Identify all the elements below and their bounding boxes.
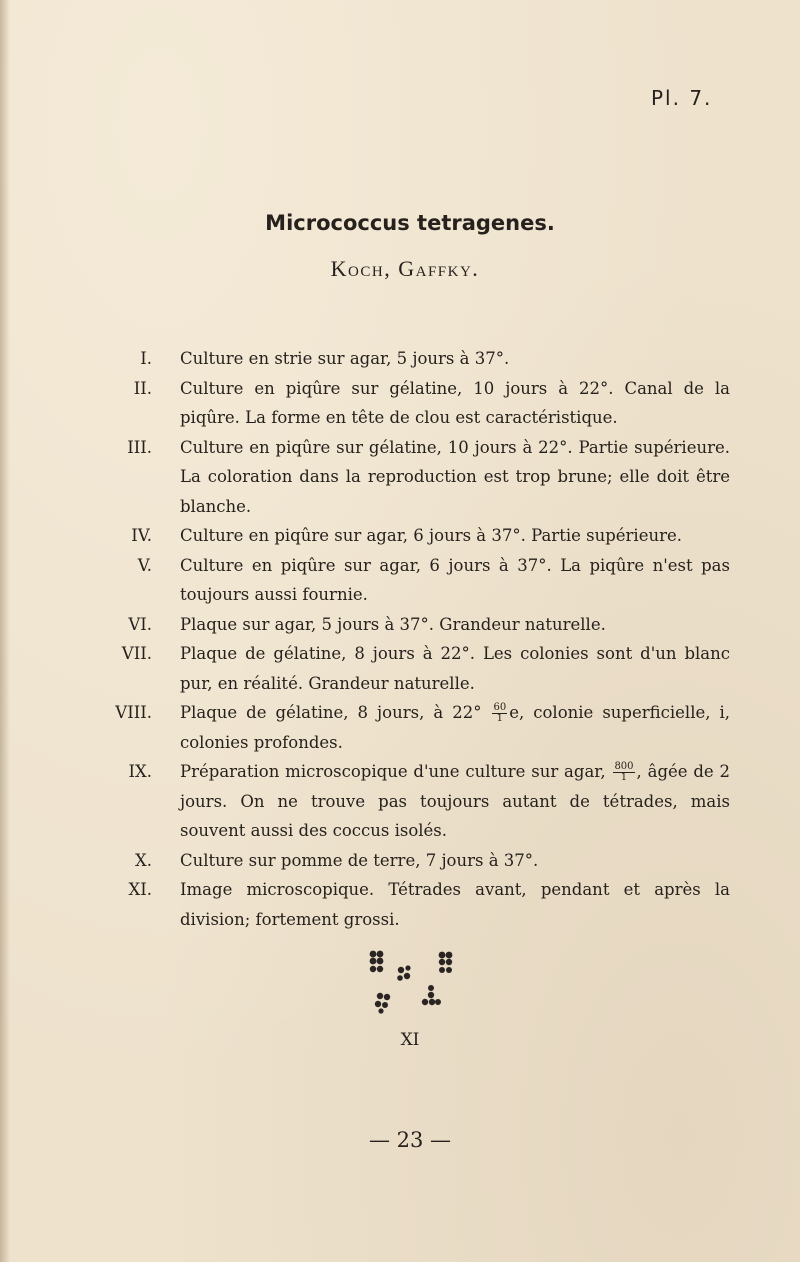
item-text-end: e, colonie superficielle, i, colonies profondes. [180,703,731,752]
item-number: V. [137,555,152,575]
item-text-start: Plaque de gélatine, 8 jours, à 22° [180,703,482,722]
tetrad-cocci-illustration [358,948,468,1018]
authors: Koch, Gaffky. [330,256,480,281]
list-item [100,698,730,757]
page-edge-shadow [0,0,10,1262]
item-number: IV. [131,526,152,545]
page-title: Micrococcus tetragenes. [265,211,555,235]
item-text: Culture en piqûre sur agar, 6 jours à 37°. La piqûre n'est pas toujours aussi fournie. [180,555,730,604]
item-number: VI. [128,614,152,634]
list-item [100,846,730,876]
list-item [100,875,730,934]
item-text: Culture en piqûre sur agar, 6 jours à 37°. Partie supérieure. [180,526,682,545]
plate-label: Pl. 7. [651,86,713,110]
item-text: Culture sur pomme de terre, 7 jours à 37°. [180,850,539,870]
list-item [100,433,730,522]
fraction-denominator: 1 [620,772,628,783]
fraction-numerator: 800 [614,761,634,772]
figure-label: XI [400,1030,420,1050]
item-text-start: Préparation microscopique d'une culture sur agar, [180,762,606,781]
list-item [100,521,730,551]
item-number: I. [140,349,152,368]
item-text: Image microscopique. Tétrades avant, pendant et après la division; fortement grossi. [180,880,730,929]
legend-list [100,344,730,934]
item-text: Culture en strie sur agar, 5 jours à 37°. [180,349,510,368]
item-number: VII. [121,644,152,663]
magnification-fraction [613,762,634,783]
item-text: Culture en piqûre sur gélatine, 10 jours à 22°. Canal de la piqûre. La forme en tête de clou est caractéristique. [180,378,730,427]
list-item [100,344,730,374]
list-item [100,639,730,698]
item-number: VIII. [115,703,152,722]
item-text-end: , âgée de 2 jours. On ne trouve pas toujours autant de tétrades, mais souvent aussi des coccus isolés. [180,762,731,840]
list-item [100,374,730,433]
item-text: Plaque de gélatine, 8 jours à 22°. Les colonies sont d'un blanc pur, en réalité. Grandeur naturelle. [180,644,730,693]
item-text: Plaque sur agar, 5 jours à 37°. Grandeur naturelle. [180,614,606,634]
magnification-fraction [492,703,507,724]
item-number: XI. [128,880,152,899]
fraction-denominator: 1 [496,713,504,724]
item-number: II. [133,378,152,398]
item-number: X. [135,850,152,870]
list-item [100,610,730,640]
item-text: Culture en piqûre sur gélatine, 10 jours à 22°. Partie supérieure. La coloration dans la reproduction est trop brune; elle doit être blanche. [180,437,730,516]
item-number: III. [127,437,152,457]
page-number: — 23 — [368,1128,452,1152]
list-item [100,757,730,846]
item-number: IX. [128,762,152,781]
list-item [100,551,730,610]
fraction-numerator: 60 [493,702,507,713]
